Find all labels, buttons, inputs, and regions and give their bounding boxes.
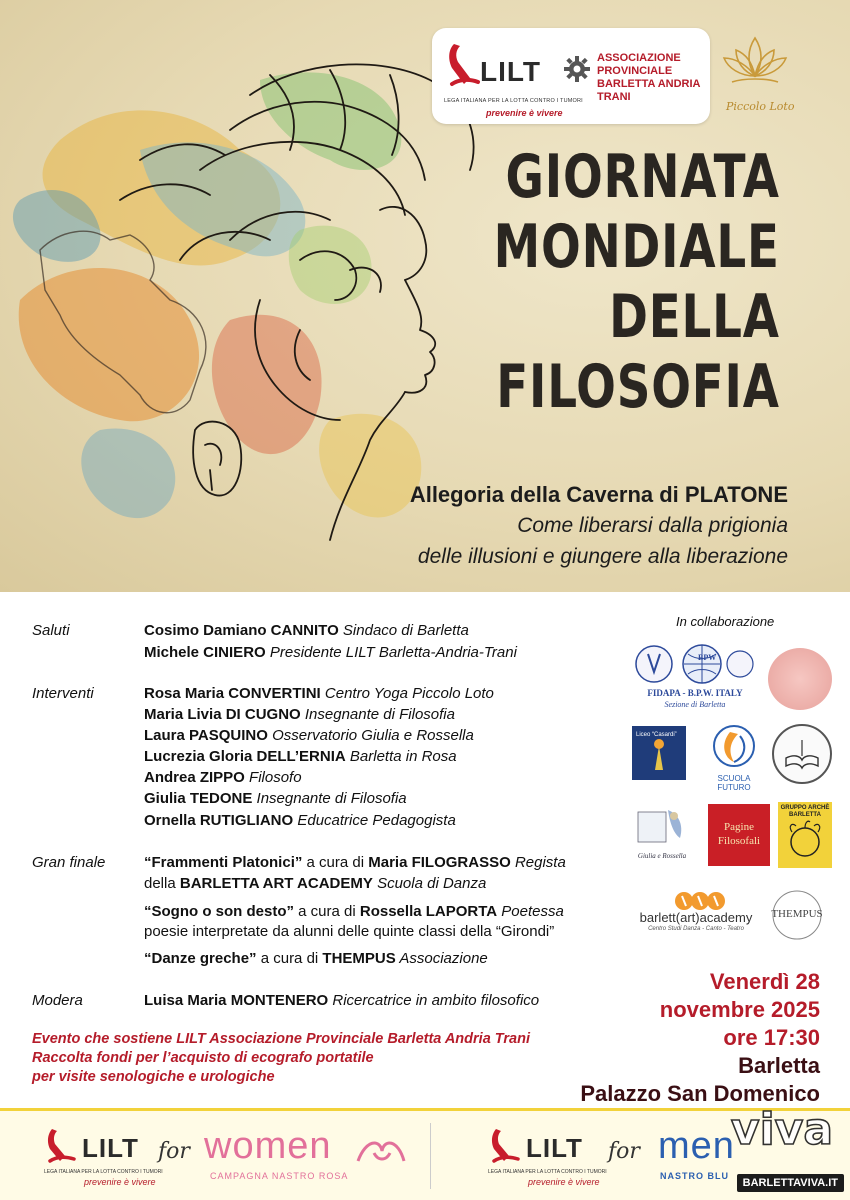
liceo-casardi-logo [632, 726, 686, 780]
performance-title: “Danze greche” [144, 950, 257, 967]
finale-entry-b [144, 903, 564, 920]
lilt-tagline: prevenire è vivere [486, 108, 563, 118]
speaker-name: Laura PASQUINO [144, 727, 268, 744]
program-row [32, 685, 632, 705]
performance-connector: a cura di [256, 950, 323, 967]
footer-lega: LEGA ITALIANA PER LA LOTTA CONTRO I TUMORI [44, 1169, 163, 1175]
hero-banner [0, 0, 850, 592]
speaker-role: Barletta in Rosa [349, 748, 457, 765]
performer-role: Scuola di Danza [372, 875, 487, 892]
program-row [32, 812, 632, 832]
speaker-entry [144, 685, 494, 702]
speaker-entry [144, 622, 469, 639]
speaker-role: Centro Yoga Piccolo Loto [324, 685, 494, 702]
cause-line-2: Raccolta fondi per l’acquisto di ecografo portatile [32, 1050, 374, 1066]
svg-text:BPW: BPW [698, 653, 717, 662]
performer-role: Associazione [395, 950, 488, 967]
pink-ribbon-icon [352, 1133, 410, 1167]
giulia-label: Giulia e Rossella [637, 852, 687, 860]
scuola-futuro-logo [704, 722, 764, 792]
lilt-ribbon-icon [444, 40, 482, 92]
academy-label: barlett(art)academy [639, 910, 753, 925]
footer-lilt-men: LILT [526, 1133, 583, 1163]
performer-role: Regista [510, 854, 566, 871]
loto-name: Piccolo Loto [726, 100, 795, 113]
school-emblem-icon [704, 722, 764, 772]
footer-prevenire-men: prevenire è vivere [528, 1177, 600, 1187]
assoc-line-2: PROVINCIALE [597, 65, 673, 77]
program-row [32, 748, 632, 768]
barletta-in-rosa-logo [768, 648, 832, 710]
performer-name: THEMPUS [322, 950, 396, 967]
thempus-label: THEMPUS [771, 908, 823, 920]
cause-line-3: per visite senologiche e urologiche [32, 1069, 275, 1085]
giulia-rossella-logo [634, 804, 690, 866]
footer-lega-men: LEGA ITALIANA PER LA LOTTA CONTRO I TUMORI [488, 1169, 607, 1175]
watermark-text: viva [730, 1104, 834, 1155]
event-date-day: Venerdì 28 [709, 969, 820, 994]
lilt-ribbon-icon [44, 1127, 78, 1167]
footer-men-word: men [658, 1125, 735, 1167]
scuola-label: SCUOLA FUTURO [717, 774, 751, 792]
assoc-line-3: BARLETTA ANDRIA TRANI [597, 78, 701, 103]
gruppo-arche-logo [778, 802, 832, 868]
open-book-icon [774, 726, 830, 782]
pagine-label: Pagine Filosofali [717, 821, 761, 847]
speaker-name: Luisa Maria MONTENERO [144, 992, 329, 1009]
program-row [32, 854, 632, 874]
dancers-icon [632, 890, 760, 912]
collab-title: In collaborazione [676, 614, 775, 629]
assoc-line-1: ASSOCIAZIONE [597, 52, 681, 64]
performer-name: Rossella LAPORTA [359, 903, 498, 920]
section-label-finale: Gran finale [32, 854, 106, 871]
subtitle-line-1: Come liberarsi dalla prigionia [517, 514, 788, 537]
program-row [32, 923, 632, 943]
cause-line-1: Evento che sostiene LILT Associazione Provinciale Barletta Andria Trani [32, 1031, 530, 1047]
watercolor-map [13, 72, 421, 518]
footer-for-men: for [608, 1139, 640, 1164]
program-row [32, 903, 632, 923]
footer-prevenire: prevenire è vivere [84, 1177, 156, 1187]
speaker-name: Cosimo Damiano CANNITO [144, 622, 339, 639]
speaker-entry [144, 769, 302, 786]
program-row [32, 790, 632, 810]
program-row [32, 727, 632, 747]
fidapa-label: FIDAPA - B.P.W. ITALY [647, 688, 743, 698]
performance-connector: a cura di [294, 903, 360, 920]
barlettaviva-site-badge[interactable]: BARLETTAVIVA.IT [737, 1174, 844, 1192]
performance-connector: della [144, 875, 180, 892]
program-row [32, 992, 632, 1012]
performer-name: BARLETTA ART ACADEMY [179, 875, 373, 892]
performance-title: “Frammenti Platonici” [144, 854, 303, 871]
fidapa-sub: Sezione di Barletta [664, 700, 726, 709]
section-label-interventi: Interventi [32, 685, 94, 702]
speaker-role: Sindaco di Barletta [342, 622, 469, 639]
speaker-role: Presidente LILT Barletta-Andria-Trani [269, 644, 517, 661]
performer-name: Maria FILOGRASSO [368, 854, 511, 871]
finale-entry-a [144, 854, 566, 871]
speaker-entry [144, 992, 539, 1009]
performance-connector: a cura di [302, 854, 369, 871]
fundraising-note [32, 1030, 530, 1087]
speaker-name: Lucrezia Gloria DELL’ERNIA [144, 748, 346, 765]
performance-title: “Sogno o son desto” [144, 903, 294, 920]
viva-watermark-logo [728, 1084, 836, 1170]
title-line-4: FILOSOFIA [496, 352, 780, 422]
speaker-name: Giulia TEDONE [144, 790, 253, 807]
event-title [494, 142, 780, 422]
biblioteca-filosofica-logo [772, 724, 832, 784]
speaker-entry [144, 727, 474, 744]
title-line-1: GIORNATA [505, 142, 780, 212]
program-row [32, 875, 632, 895]
speaker-entry [144, 748, 457, 765]
section-label-saluti: Saluti [32, 622, 70, 639]
title-line-3: DELLA [609, 282, 780, 352]
footer-women-sub: CAMPAGNA NASTRO ROSA [210, 1171, 349, 1181]
speaker-name: Andrea ZIPPO [144, 769, 245, 786]
program-row [32, 644, 632, 664]
speaker-name: Rosa Maria CONVERTINI [144, 685, 321, 702]
finale-entry-b2: poesie interpretate da alunni delle quinte classi della “Girondi” [144, 923, 555, 940]
footer-divider [430, 1123, 431, 1189]
program-row [32, 706, 632, 726]
gear-icon [564, 56, 590, 82]
fidapa-emblem-icon [632, 644, 758, 684]
footer-lilt-women: LILT [82, 1133, 139, 1163]
speaker-name: Ornella RUTIGLIANO [144, 812, 294, 829]
title-line-2: MONDIALE [493, 212, 780, 282]
speaker-role: Ricercatrice in ambito filosofico [332, 992, 540, 1009]
finale-entry-c [144, 950, 488, 967]
program-row [32, 950, 632, 970]
event-place: Palazzo San Domenico [580, 1081, 820, 1106]
footer-women-word: women [204, 1125, 332, 1167]
event-date-month: novembre 2025 [659, 997, 820, 1022]
event-city: Barletta [738, 1053, 820, 1078]
footer-campaigns [0, 1108, 850, 1200]
speaker-name: Michele CINIERO [144, 644, 266, 661]
speaker-name: Maria Livia DI CUGNO [144, 706, 301, 723]
subtitle-line-2: delle illusioni e giungere alla liberazione [417, 545, 788, 568]
pagine-filosofali-logo [708, 804, 770, 866]
association-name [597, 52, 709, 104]
footer-for-women: for [158, 1139, 190, 1164]
barlett-art-academy-logo [632, 890, 760, 936]
arche-label: GRUPPO ARCHÈ BARLETTA [780, 805, 830, 818]
speaker-entry [144, 790, 407, 807]
speaker-role: Insegnante di Filosofia [304, 706, 455, 723]
speaker-entry [144, 644, 517, 661]
speaker-role: Osservatorio Giulia e Rossella [272, 727, 474, 744]
academy-sub: Centro Studi Danza - Canto - Teatro [648, 926, 744, 932]
speaker-role: Filosofo [249, 769, 302, 786]
program-row [32, 622, 632, 642]
thempus-logo [766, 888, 828, 942]
speaker-role: Insegnante di Filosofia [256, 790, 407, 807]
program-row [32, 769, 632, 789]
fidapa-logo [632, 644, 758, 712]
angel-icon [634, 804, 690, 850]
speaker-entry [144, 812, 456, 829]
finale-entry-a2 [144, 875, 486, 892]
event-time: ore 17:30 [723, 1025, 820, 1050]
speaker-role: Educatrice Pedagogista [297, 812, 456, 829]
piccolo-loto-logo [714, 28, 796, 124]
section-label-modera: Modera [32, 992, 83, 1009]
lilt-lega-text: LEGA ITALIANA PER LA LOTTA CONTRO I TUMORI [444, 98, 583, 104]
performer-role: Poetessa [497, 903, 564, 920]
lotus-icon [714, 28, 796, 98]
speaker-entry [144, 706, 455, 723]
lilt-wordmark: LILT [480, 56, 542, 87]
subtitle-main: Allegoria della Caverna di PLATONE [409, 482, 788, 507]
lilt-ribbon-icon [488, 1127, 522, 1167]
liceo-label: Liceo “Casardi” [636, 732, 677, 738]
footer-men-sub: NASTRO BLU [660, 1171, 729, 1181]
lilt-logo-card [432, 28, 710, 124]
